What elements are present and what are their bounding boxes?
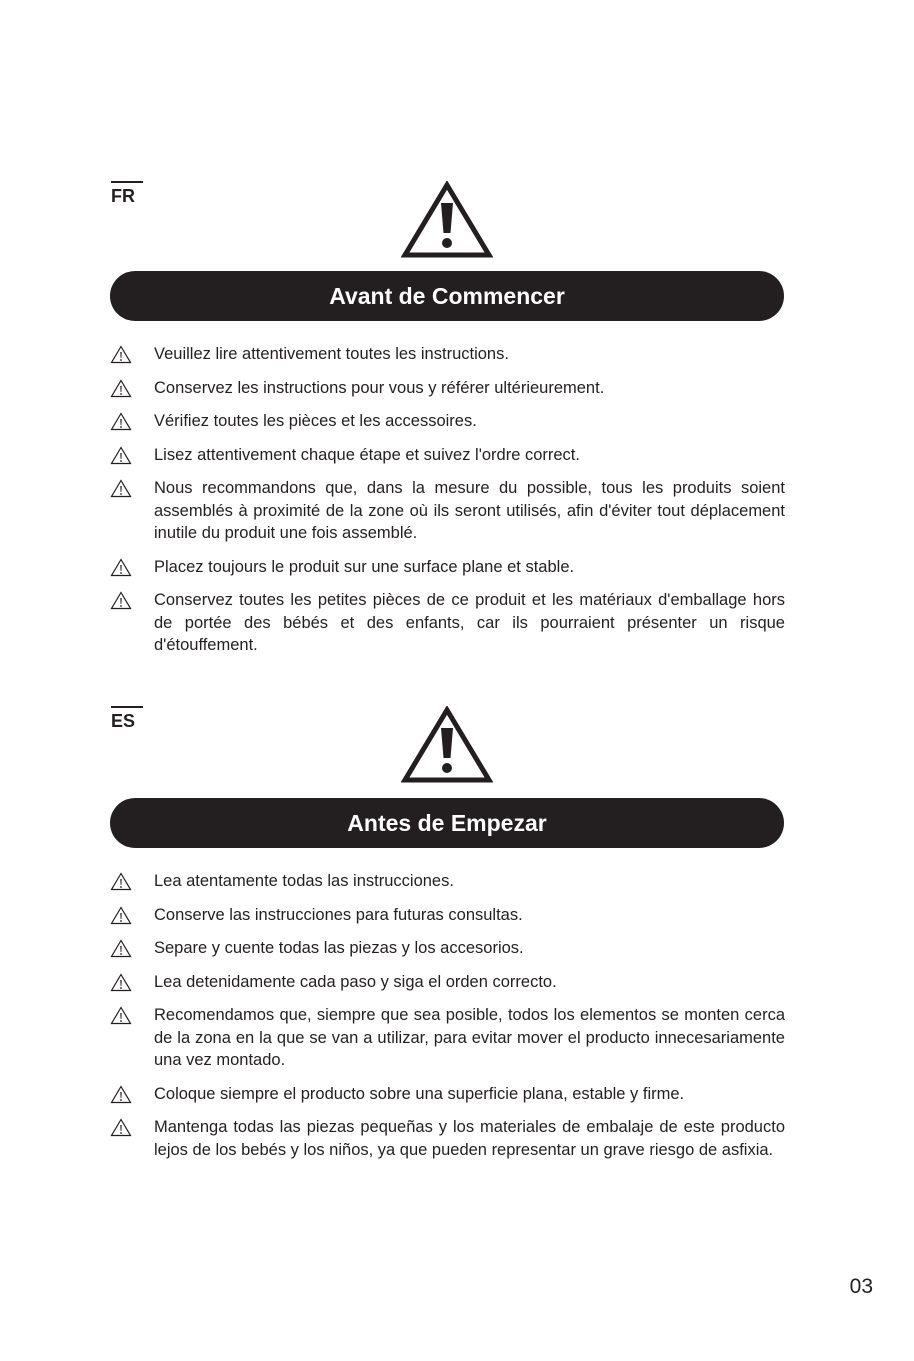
small-warning-triangle-icon bbox=[110, 906, 132, 925]
small-warning-triangle-icon bbox=[110, 939, 132, 958]
small-warning-triangle-icon bbox=[110, 345, 132, 364]
small-warning-triangle-icon bbox=[110, 479, 132, 498]
list-item-text: Placez toujours le produit sur une surface plane et stable. bbox=[154, 557, 575, 576]
list-item bbox=[110, 870, 785, 893]
list-item-text: Separe y cuente todas las piezas y los accesorios. bbox=[154, 939, 524, 957]
list-item bbox=[110, 937, 785, 960]
list-item bbox=[110, 971, 785, 994]
instruction-list-fr bbox=[110, 343, 785, 668]
small-warning-triangle-icon bbox=[110, 558, 132, 577]
section-banner-fr bbox=[110, 271, 784, 321]
list-item bbox=[110, 377, 785, 400]
instruction-list-es bbox=[110, 870, 785, 1172]
list-item bbox=[110, 589, 785, 657]
section-banner-es bbox=[110, 798, 784, 848]
list-item-text: Nous recommandons que, dans la mesure du possible, tous les produits soient assemblés à proximité de la zone où ils seront utilisés, afin d'éviter tout déplacement inutile du produit une fois assemblé. bbox=[154, 479, 785, 542]
list-item-text: Conservez toutes les petites pièces de ce produit et les matériaux d'emballage hors de portée des bébés et des enfants, car ils pourraient présenter un risque d'étouffement. bbox=[154, 591, 785, 654]
page-number: 03 bbox=[849, 1275, 873, 1298]
small-warning-triangle-icon bbox=[110, 1006, 132, 1025]
list-item-text: Lea detenidamente cada paso y siga el orden correcto. bbox=[154, 972, 557, 991]
small-warning-triangle-icon bbox=[110, 591, 132, 610]
list-item bbox=[110, 477, 785, 545]
list-item-text: Lisez attentivement chaque étape et suivez l'ordre correct. bbox=[154, 445, 580, 464]
language-label-es: ES bbox=[111, 706, 143, 731]
list-item bbox=[110, 1116, 785, 1161]
small-warning-triangle-icon bbox=[110, 872, 132, 891]
list-item-text: Veuillez lire attentivement toutes les instructions. bbox=[154, 345, 509, 363]
list-item bbox=[110, 1004, 785, 1072]
list-item bbox=[110, 556, 785, 579]
list-item bbox=[110, 410, 785, 433]
list-item-text: Vérifiez toutes les pièces et les accessoires. bbox=[154, 412, 477, 430]
list-item-text: Conserve las instrucciones para futuras consultas. bbox=[154, 905, 523, 924]
small-warning-triangle-icon bbox=[110, 379, 132, 398]
list-item bbox=[110, 343, 785, 366]
section-title-es: Antes de Empezar bbox=[347, 810, 547, 836]
small-warning-triangle-icon bbox=[110, 1118, 132, 1137]
list-item bbox=[110, 904, 785, 927]
warning-triangle-icon bbox=[401, 706, 493, 784]
list-item-text: Mantenga todas las piezas pequeñas y los materiales de embalaje de este producto lejos de los bebés y los niños, ya que pueden representar un grave riesgo de asfixia. bbox=[154, 1118, 785, 1159]
list-item bbox=[110, 1083, 785, 1106]
list-item-text: Conservez les instructions pour vous y référer ultérieurement. bbox=[154, 378, 605, 397]
language-label-fr: FR bbox=[111, 181, 143, 206]
list-item bbox=[110, 444, 785, 467]
small-warning-triangle-icon bbox=[110, 446, 132, 465]
small-warning-triangle-icon bbox=[110, 973, 132, 992]
small-warning-triangle-icon bbox=[110, 1085, 132, 1104]
small-warning-triangle-icon bbox=[110, 412, 132, 431]
list-item-text: Coloque siempre el producto sobre una superficie plana, estable y firme. bbox=[154, 1084, 685, 1103]
list-item-text: Lea atentamente todas las instrucciones. bbox=[154, 872, 454, 890]
list-item-text: Recomendamos que, siempre que sea posible, todos los elementos se monten cerca de la zona en la que se van a utilizar, para evitar mover el producto innecesariamente una vez montado. bbox=[154, 1006, 785, 1069]
warning-triangle-icon bbox=[401, 181, 493, 259]
section-title-fr: Avant de Commencer bbox=[329, 283, 565, 309]
